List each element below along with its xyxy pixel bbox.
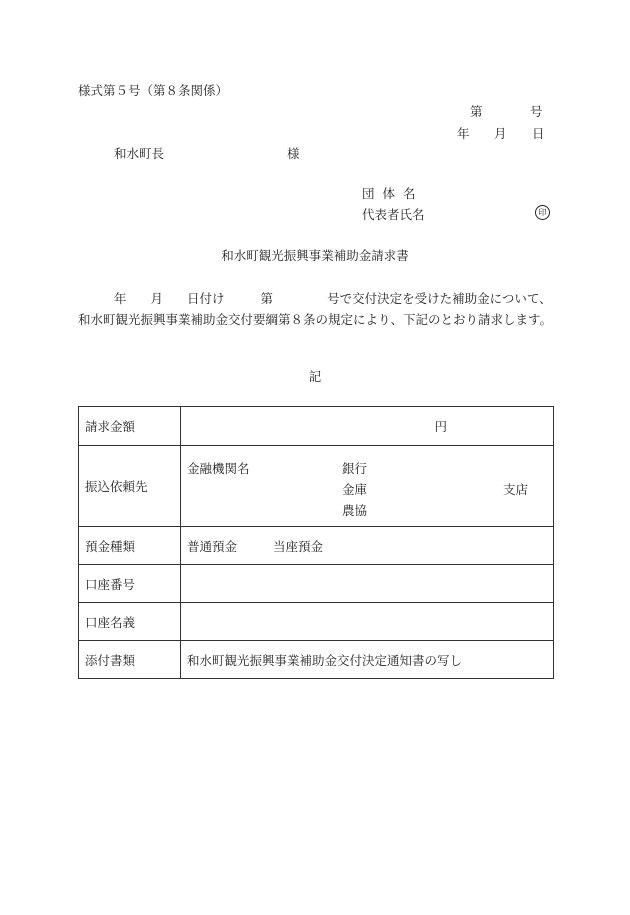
ki-heading: 記	[308, 369, 322, 384]
amount-label: 請求金額	[79, 407, 181, 446]
bank-field[interactable]	[181, 446, 554, 527]
date-year: 年	[457, 126, 470, 141]
bank-type-ginko: 銀行	[342, 461, 368, 476]
representative-label: 代表者氏名	[362, 207, 425, 222]
table-row	[79, 527, 554, 565]
body-year: 年	[114, 291, 127, 306]
attachment-value: 和水町観光振興事業補助金交付決定通知書の写し	[181, 641, 554, 679]
toza-option[interactable]: 当座預金	[273, 538, 324, 554]
body-number-prefix: 第	[260, 291, 274, 306]
table-row	[79, 603, 554, 641]
body-text: 号で交付決定を受けた補助金について、和水町観光振興事業補助金交付要綱第８条の規定により、下記のとおり請求します。	[78, 291, 553, 327]
addressee: 和水町長	[114, 146, 165, 161]
bank-name-label: 金融機関名	[187, 461, 250, 476]
deposit-type-label: 預金種類	[79, 527, 181, 565]
yen-unit: 円	[434, 419, 447, 434]
deposit-type-field[interactable]	[181, 527, 554, 565]
body-dated: 日付け	[187, 291, 225, 306]
claim-table	[78, 406, 554, 679]
form-number: 様式第５号（第８条関係）	[78, 83, 229, 98]
table-row	[79, 565, 554, 603]
table-row	[79, 641, 554, 679]
account-number-field[interactable]	[181, 565, 554, 603]
organization-label: 団体名	[362, 186, 424, 201]
date-month: 月	[494, 126, 507, 141]
bank-type-kinko: 金庫	[342, 482, 368, 497]
bank-type-nokyo: 農協	[342, 503, 368, 518]
document-title: 和水町観光振興事業補助金請求書	[221, 248, 409, 263]
request-paragraph	[78, 288, 560, 330]
honorific: 様	[287, 146, 300, 161]
table-row	[79, 407, 554, 446]
futsu-option[interactable]: 普通預金	[187, 538, 238, 554]
transfer-label: 振込依頼先	[79, 446, 181, 527]
number-prefix: 第	[470, 104, 483, 119]
body-month: 月	[150, 291, 164, 306]
number-suffix: 号	[530, 104, 543, 119]
date-day: 日	[532, 126, 545, 141]
account-number-label: 口座番号	[79, 565, 181, 603]
account-holder-field[interactable]	[181, 603, 554, 641]
table-row	[79, 446, 554, 527]
account-holder-label: 口座名義	[79, 603, 181, 641]
branch-label: 支店	[503, 482, 529, 497]
attachment-label: 添付書類	[79, 641, 181, 679]
seal-mark: 印	[535, 205, 550, 220]
amount-field[interactable]	[181, 407, 554, 446]
